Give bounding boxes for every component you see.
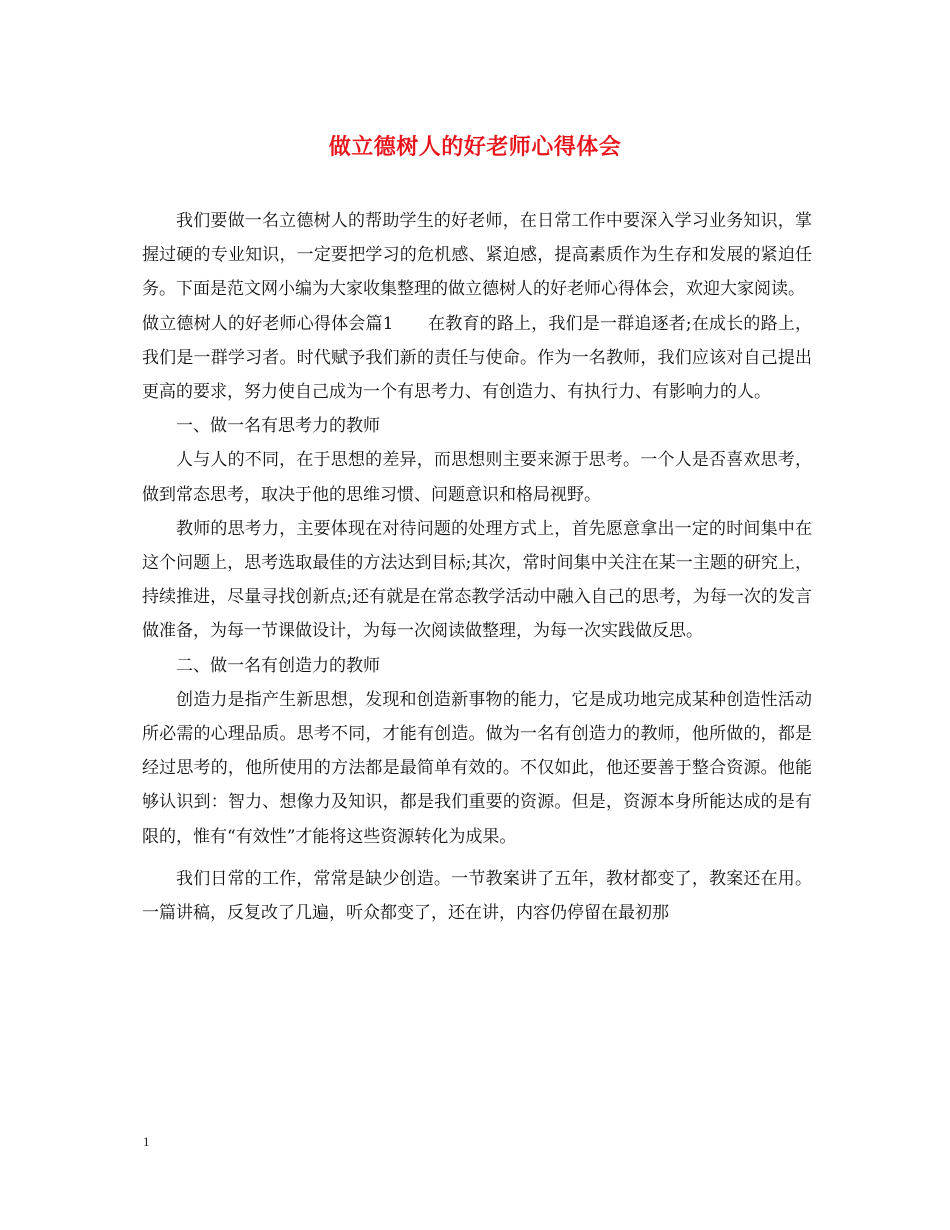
creativity-paragraph-1: 创造力是指产生新思想，发现和创造新事物的能力，它是成功地完成某种创造性活动所必需的心理品质。思考不同，才能有创造。做为一名有创造力的教师，他所做的，都是经过思考的，他所使用的方法都是最简单有效的。不仅如此，他还要善于整合资源。他能够认识到：智力、想像力及知识，都是我们重要的资源。但是，资源本身所能达成的是有限的，惟有“有效性”才能将这些资源转化为成果。 (142, 689, 812, 847)
document-body (142, 204, 812, 930)
article-one-opening-paragraph: 做立德树人的好老师心得体会篇1 在教育的路上，我们是一群追逐者;在成长的路上，我们是一群学习者。时代赋予我们新的责任与使命。作为一名教师，我们应该对自己提出更高的要求，努力使自己成为一个有思考力、有创造力、有执行力、有影响力的人。 (142, 313, 812, 403)
intro-paragraph: 我们要做一名立德树人的帮助学生的好老师，在日常工作中要深入学习业务知识，掌握过硬的专业知识，一定要把学习的危机感、紧迫感，提高素质作为生存和发展的紧迫任务。下面是范文网小编为大家收集整理的做立德树人的好老师心得体会，欢迎大家阅读。 (142, 211, 812, 300)
section-heading-creativity: 二、做一名有创造力的教师 (176, 655, 380, 676)
thinking-paragraph-2: 教师的思考力，主要体现在对待问题的处理方式上，首先愿意拿出一定的时间集中在这个问题上，思考选取最佳的方法达到目标;其次，常时间集中关注在某一主题的研究上，持续推进，尽量寻找创新点;还有就是在常态教学活动中融入自己的思考，为每一次的发言做准备，为每一节课做设计，为每一次阅读做整理，为每一次实践做反思。 (142, 518, 812, 642)
creativity-paragraph-2: 我们日常的工作，常常是缺少创造。一节教案讲了五年，教材都变了，教案还在用。一篇讲稿，反复改了几遍，听众都变了，还在讲，内容仍停留在最初那 (142, 868, 812, 924)
page-number: 1 (143, 1134, 150, 1149)
thinking-paragraph-1: 人与人的不同，在于思想的差异，而思想则主要来源于思考。一个人是否喜欢思考，做到常态思考，取决于他的思维习惯、问题意识和格局视野。 (142, 450, 812, 505)
section-heading-thinking: 一、做一名有思考力的教师 (176, 416, 380, 437)
document-title: 做立德树人的好老师心得体会 (328, 134, 622, 160)
